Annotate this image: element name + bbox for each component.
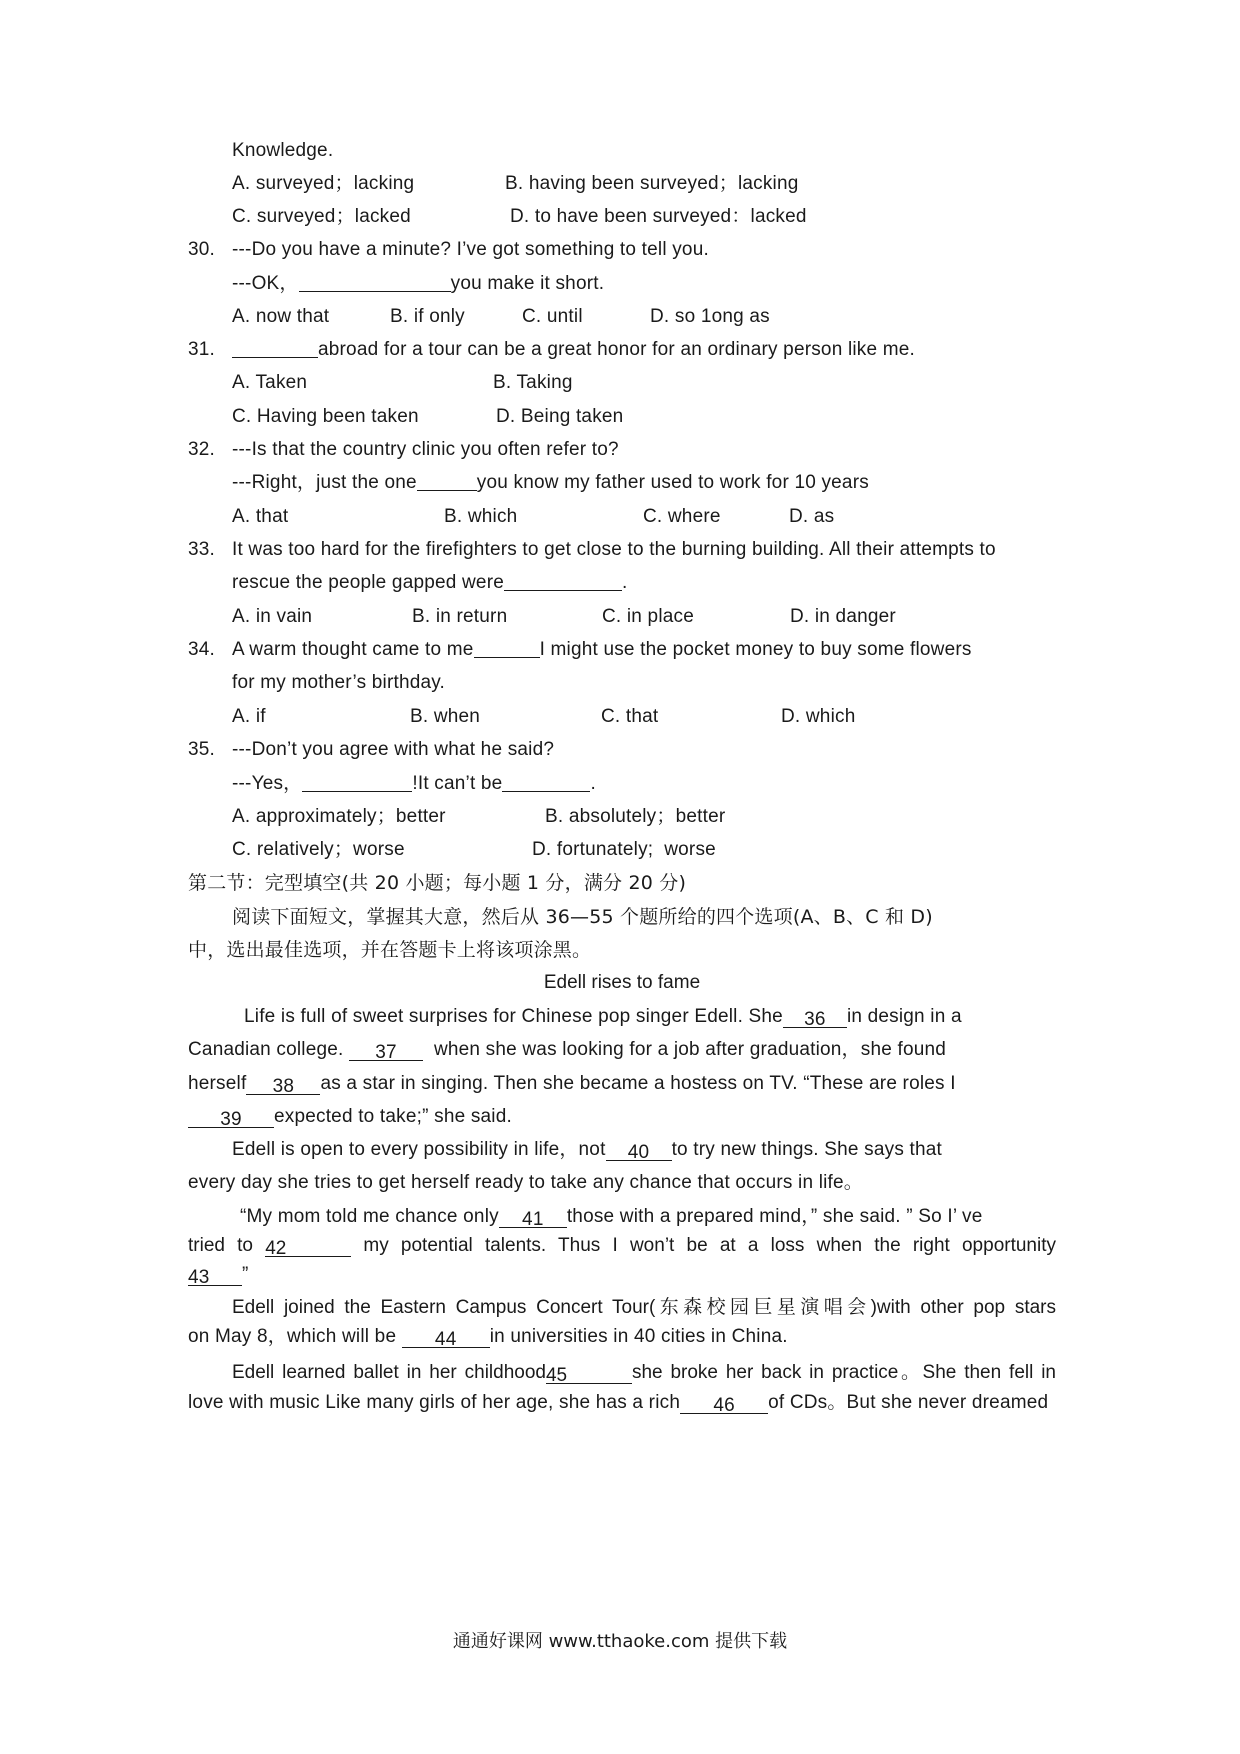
q32-option-a: A. that [232,506,289,527]
passage-p1-line3 [188,1071,956,1097]
q30-line2 [232,271,604,297]
q35-line2-a: ---Yes， [232,773,303,794]
text-run: as a star in singing. Then she became a hostess on TV. “These are roles I [320,1073,956,1094]
passage-p5-line2 [188,1390,1048,1416]
text-run: she broke her back in practice。She then fell in [631,1362,1056,1383]
q34-option-b: B. when [410,706,481,727]
q35-line2 [232,771,596,797]
text-run: expected to take;” she said. [274,1106,512,1127]
q35-line2-b: !It can’t be [412,773,503,794]
q32-line2-b: you know my father used to work for 10 years [476,472,869,493]
answer-blank [417,470,477,491]
q29-option-c: C. surveyed；lacked [232,206,411,227]
blank-45: 45 [546,1363,632,1384]
q32-option-c: C. where [643,506,721,527]
answer-blank [302,771,412,792]
q34-option-a: A. if [232,706,266,727]
q32-option-d: D. as [789,506,835,527]
text-run: those with a prepared mind，” she said. ” So I’ ve [566,1206,983,1227]
q31-stem: abroad for a tour can be a great honor for an ordinary person like me. [318,339,916,360]
q33-line2-b: . [622,572,628,593]
passage-title: Edell rises to fame [543,972,701,993]
blank-36: 36 [783,1007,847,1028]
q34-number: 34. [188,639,216,660]
q31-option-b: B. Taking [493,372,573,393]
q29-tail: Knowledge. [232,140,334,161]
q35-option-d: D. fortunately; worse [532,839,716,860]
q31-number: 31. [188,339,216,360]
text-run: love with music Like many girls of her age, she has a rich [188,1392,681,1413]
q31-line [232,337,915,363]
q30-option-b: B. if only [390,306,465,327]
q34-line1 [232,637,972,663]
text-run: Life is full of sweet surprises for Chinese pop singer Edell. She [244,1006,783,1027]
q34-line2: for my mother’s birthday. [232,672,446,693]
q30-option-c: C. until [522,306,583,327]
q32-stem: ---Is that the country clinic you often refer to? [232,439,619,460]
text-run: in universities in 40 cities in China. [489,1326,788,1347]
passage-p5-line1 [232,1360,1056,1386]
answer-blank [504,570,622,591]
text-run: in design in a [846,1006,962,1027]
text-run: Canadian college. [188,1039,344,1060]
q29-option-d: D. to have been surveyed：lacked [510,206,807,227]
passage-p4-line1: Edell joined the Eastern Campus Concert Tour(东森校园巨星演唱会)with other pop stars [232,1297,1056,1318]
q35-number: 35. [188,739,216,760]
q30-option-a: A. now that [232,306,330,327]
blank-41: 41 [499,1207,567,1228]
q34-stem-b: I might use the pocket money to buy some flowers [539,639,972,660]
blank-37: 37 [349,1040,423,1061]
blank-44: 44 [402,1327,490,1348]
passage-p2-line1 [232,1137,942,1163]
passage-p1-line1 [244,1004,962,1030]
q32-number: 32. [188,439,216,460]
answer-blank [474,637,540,658]
text-run: herself [188,1073,247,1094]
q35-option-b: B. absolutely；better [545,806,726,827]
answer-blank [299,271,451,292]
passage-p4-line2 [188,1324,788,1350]
blank-38: 38 [246,1074,320,1095]
q34-option-d: D. which [781,706,856,727]
q35-stem: ---Don’t you agree with what he said? [232,739,555,760]
passage-p3-line3 [188,1262,249,1288]
answer-blank [232,337,318,358]
q30-number: 30. [188,239,216,260]
text-run: my potential talents. Thus I won’t be at a loss when the right opportunity [363,1235,1057,1256]
text-run: Edell is open to every possibility in life，not [232,1139,606,1160]
q34-stem-a: A warm thought came to me [232,639,474,660]
q33-option-a: A. in vain [232,606,313,627]
q32-line2-a: ---Right，just the one [232,472,417,493]
passage-p1-line2 [188,1037,946,1063]
text-run: tried to [188,1235,253,1256]
q30-line2-b: you make it short. [450,273,605,294]
q34-option-c: C. that [601,706,659,727]
q32-line2 [232,470,869,496]
page-footer: 通通好课网 www.tthaoke.com 提供下载 [452,1631,788,1652]
blank-39: 39 [188,1107,274,1128]
q30-line2-a: ---OK， [232,273,299,294]
passage-p3-line1 [240,1204,983,1230]
q33-line2-a: rescue the people gapped were [232,572,504,593]
passage-p3-line2 [188,1233,1056,1259]
q35-option-c: C. relatively；worse [232,839,405,860]
q31-option-d: D. Being taken [496,406,624,427]
passage-p2-line2: every day she tries to get herself ready to take any chance that occurs in life。 [188,1172,864,1193]
q33-option-d: D. in danger [790,606,896,627]
blank-40: 40 [606,1140,672,1161]
q30-stem: ---Do you have a minute? I’ve got something to tell you. [232,239,709,260]
q32-option-b: B. which [444,506,518,527]
section-instructions-line1: 阅读下面短文，掌握其大意，然后从 36—55 个题所给的四个选项(A、B、C 和 D) [232,906,933,928]
text-run: of CDs。But she never dreamed [768,1392,1049,1413]
q30-option-d: D. so 1ong as [650,306,770,327]
q35-option-a: A. approximately；better [232,806,446,827]
answer-blank [502,771,590,792]
text-run: when she was looking for a job after graduation，she found [433,1039,947,1060]
q33-option-b: B. in return [412,606,508,627]
section-instructions-line2: 中，选出最佳选项，并在答题卡上将该项涂黑。 [188,939,592,961]
q29-option-b: B. having been surveyed；lacking [505,173,799,194]
q35-line2-c: . [590,773,596,794]
blank-46: 46 [680,1393,768,1414]
text-run: on May 8，which will be [188,1326,397,1347]
q31-option-a: A. Taken [232,372,308,393]
q31-option-c: C. Having been taken [232,406,419,427]
blank-42: 42 [265,1236,351,1257]
q33-stem: It was too hard for the firefighters to get close to the burning building. All their attempts to [232,539,996,560]
text-run: to try new things. She says that [671,1139,942,1160]
q33-line2 [232,570,627,596]
q33-number: 33. [188,539,216,560]
text-run: “My mom told me chance only [240,1206,499,1227]
text-run: ” [242,1264,249,1285]
text-run: Edell learned ballet in her childhood [232,1362,546,1383]
blank-43: 43 [188,1265,242,1286]
q29-option-a: A. surveyed；lacking [232,173,415,194]
section-heading: 第二节：完型填空(共 20 小题；每小题 1 分，满分 20 分) [188,872,687,894]
passage-p1-line4 [188,1104,512,1130]
q33-option-c: C. in place [602,606,694,627]
